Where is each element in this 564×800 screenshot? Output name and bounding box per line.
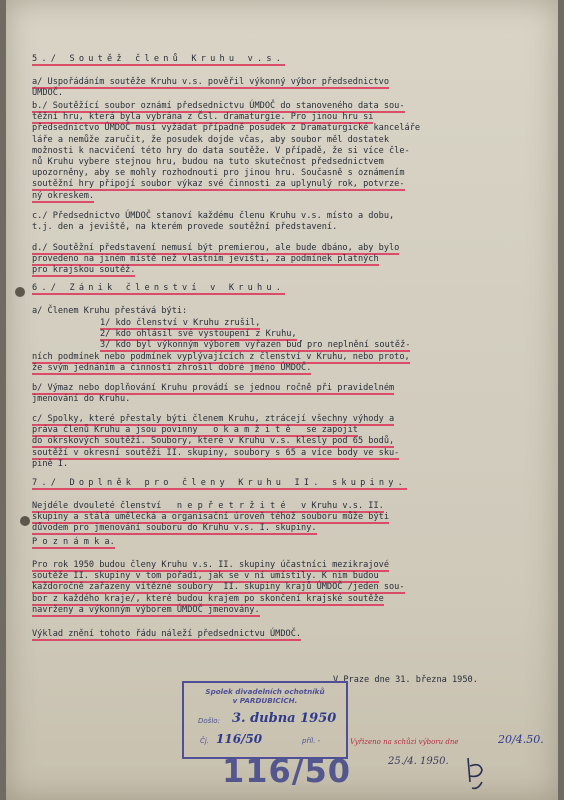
section-7-body: Nejdéle dvouleté členství n e p ř e t r ž i t é v Kruhu v.s. II. skupiny a stálá umělecká a organisační úroveň téhož souboru může býti důvodem pro jmenování souboru do Kruhu v.s. I. skupiny. [32, 501, 389, 534]
stamp-number: 116/50 [216, 732, 263, 746]
section-5c: c./ Předsednictvo ÚMDOČ stanoví každému členu Kruhu v.s. místo a dobu, t.j. den a jeviště, na kterém provede soutěžní představení. [32, 211, 395, 233]
note-heading: P o z n á m k a. [32, 537, 115, 547]
handwritten-date-2: 25./4. 1950. [388, 756, 449, 767]
registry-stamp [182, 681, 348, 759]
stamp-org-line1: Spolek divadelních ochotníků [205, 687, 325, 696]
section-6-heading: 6./ Zánik členství v Kruhu. [32, 283, 286, 293]
section-6c: c/ Spolky, které přestaly býti členem Kruhu, ztrácejí všechny výhody a práva členů Kruhu a jsou povinny o k a m ž i t ě se zapojit do okrskových soutěží. Soubory, které v Kruhu v.s. klesly pod 65 bodů, soutěží v okresní soutěži II. skupiny, soubory s 65 a více body ve sku- pině I. [32, 414, 400, 469]
stamp-received-label: Došlo: [198, 717, 220, 725]
stamp-number-label: Čj. [200, 737, 210, 745]
note-body: Pro rok 1950 budou členy Kruhu v.s. II. skupiny účastníci mezikrajové soutěže II. skupiny v tom pořadí, jak se v ní umístily. K nim budou každoročně zařazeny vítězné soubory II. skupiny krajů ÚMDOČ /jeden sou- bor z každého kraje/, které budou krajem po skončení krajské soutěže navrženy a výkonným výborem ÚMDOČ jmenovány. [32, 560, 405, 615]
handwritten-signature [462, 752, 492, 792]
section-7-heading: 7./ Doplněk pro členy Kruhu II. skupiny. [32, 478, 407, 488]
stamp-received-date: 3. dubna 1950 [232, 711, 337, 726]
place-and-date: V Praze dne 31. března 1950. [333, 675, 478, 685]
section-6a-items: 1/ kdo členství v Kruhu zrušil, 2/ kdo ohlásil své vystoupení z Kruhu, 3/ kdo byl výkonným výborem vyřazen buď pro neplnění soutěž- [100, 318, 411, 351]
section-5d: d./ Soutěžní představení nemusí být premierou, ale bude dbáno, aby bylo provedeno na jiném místě než vlastním jevišti, za podmínek platných pro krajskou soutěž. [32, 243, 400, 276]
section-5b: b./ Soutěžící soubor oznámí předsednictvu ÚMDOČ do stanoveného data sou- těžní hru, která byla vybrána z Čsl. dramaturgie. Pro jinou hru si předsednictvo ÚMDOČ musí vyžádat případně posudek z Dramaturgické kanceláře láře a nemůže zaručit, že posudek dojde včas, aby soubor měl dostatek možnosti k nacvičení této hry do data soutěže. V případě, že si více čle- nů Kruhu vybere stejnou hru, budou na tuto skutečnost předsednictvem upozorněny, aby se mohly rozhodnouti pro jinou hru. Současně s oznámením soutěžní hry připojí soubor výkaz své činnosti za uplynulý rok, potvrze- ný okreskem. [32, 101, 421, 201]
punch-hole [20, 516, 30, 526]
handwritten-date-1: 20/4.50. [498, 733, 544, 746]
section-6b: b/ Výmaz nebo doplňování Kruhu provádí se jednou ročně při pravidelném jmenování do Kruhu. [32, 383, 395, 405]
stamp-attachment-label: příl. - [302, 737, 321, 745]
section-5a: a/ Uspořádáním soutěže Kruhu v.s. pověřil výkonný výbor předsednictvo ÚMDOČ. [32, 77, 389, 99]
large-registry-number: 116/50 [222, 752, 352, 790]
red-stamp-annotation: Vyřizeno na schůzi výboru dne [350, 738, 459, 746]
section-6a: a/ Členem Kruhu přestává býti: [32, 306, 188, 316]
section-6a-cont: ních podmínek nebo podmínek vyplývajících z členství v Kruhu, nebo proto, že svým jednáním a činností zhrošil dobré jméno ÚMDOČ. [32, 352, 410, 374]
punch-hole [15, 287, 25, 297]
section-5-heading: 5./ Soutěž členů Kruhu v.s. [32, 54, 286, 64]
interpretation-clause: Výklad znění tohoto řádu náleží předsednictvu ÚMDOČ. [32, 629, 302, 639]
stamp-org-line2: v PARDUBICÍCH. [232, 696, 298, 705]
